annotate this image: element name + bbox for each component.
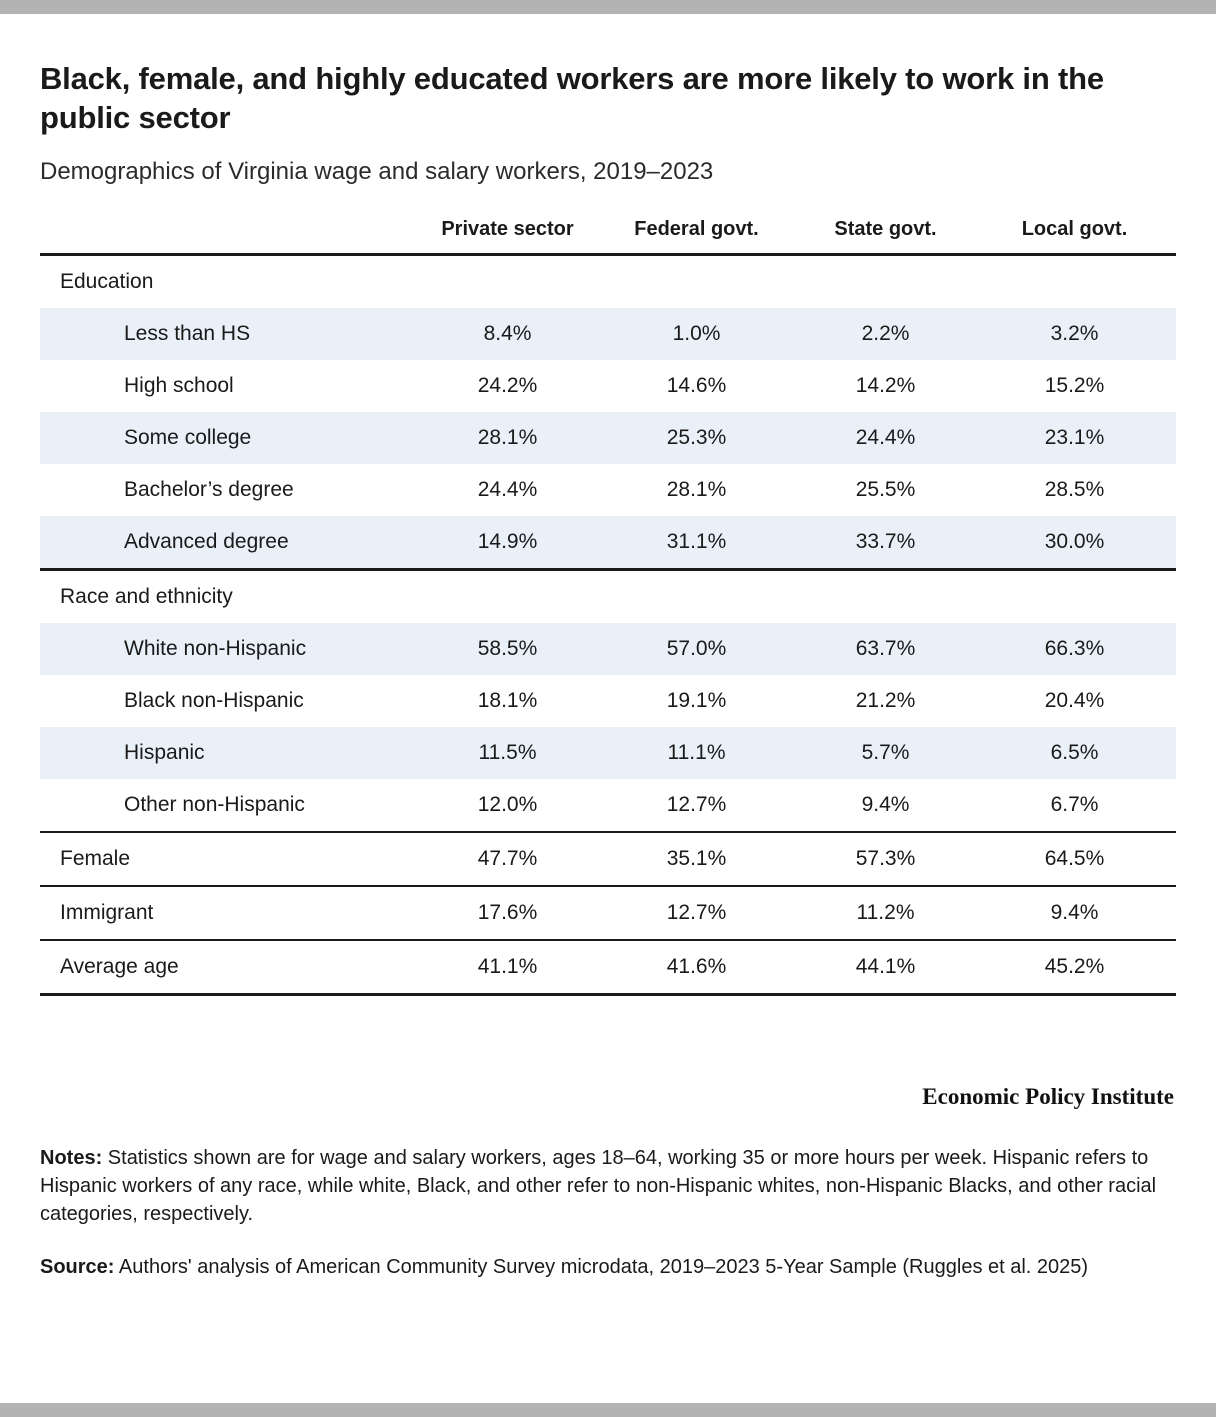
row-value: 23.1% <box>987 412 1176 464</box>
row-value: 12.7% <box>609 779 798 832</box>
epi-attribution: Economic Policy Institute <box>922 1083 1174 1109</box>
row-label: Other non-Hispanic <box>40 779 420 832</box>
row-value <box>987 569 1176 623</box>
row-value <box>609 569 798 623</box>
row-label: Advanced degree <box>40 516 420 570</box>
demographics-table <box>40 212 1176 996</box>
row-value: 24.2% <box>477 373 538 397</box>
row-value: 14.2% <box>855 373 916 397</box>
row-value: 28.1% <box>420 412 609 464</box>
chart-subtitle: Demographics of Virginia wage and salary workers, 2019–2023 <box>40 157 714 185</box>
table-row <box>40 727 1176 779</box>
row-value: 66.3% <box>987 623 1176 675</box>
row-label: High school <box>124 373 234 397</box>
source-block <box>40 1253 1160 1281</box>
column-header-private-sector: Private sector <box>420 212 609 255</box>
row-label: Less than HS <box>40 308 420 360</box>
row-value <box>420 254 609 308</box>
row-label: Female <box>40 832 420 886</box>
row-value: 24.4% <box>798 412 987 464</box>
source-label: Source: <box>40 1255 115 1278</box>
row-value: 28.1% <box>666 477 727 501</box>
row-value: 6.5% <box>987 727 1176 779</box>
column-header-state-govt: State govt. <box>798 212 987 255</box>
row-value: 31.1% <box>609 516 798 570</box>
row-value: 11.1% <box>609 727 798 779</box>
row-value: 14.6% <box>666 373 727 397</box>
notes-label: Notes: <box>40 1146 103 1169</box>
row-value: 8.4% <box>420 308 609 360</box>
row-label: Black non-Hispanic <box>124 688 304 712</box>
notes-text: Statistics shown are for wage and salary workers, ages 18–64, working 35 or more hours per week. Hispanic refers to Hispanic workers of any race, while white, Black, and other refer to non-Hispanic whites, non-Hispanic Blacks, and other racial categories, respectively. <box>40 1146 1157 1226</box>
row-label: Bachelor’s degree <box>124 477 294 501</box>
row-label: Average age <box>40 940 420 995</box>
row-value: 28.5% <box>1044 477 1105 501</box>
row-value: 19.1% <box>666 688 727 712</box>
column-header-0 <box>40 212 420 255</box>
row-label: Race and ethnicity <box>60 584 233 608</box>
row-value: 12.7% <box>609 886 798 940</box>
row-value: 2.2% <box>798 308 987 360</box>
row-value: 6.7% <box>987 779 1176 832</box>
row-value: 33.7% <box>798 516 987 570</box>
chart-card <box>0 14 1216 1403</box>
table-row <box>40 675 1176 727</box>
row-value: 58.5% <box>420 623 609 675</box>
row-value: 3.2% <box>987 308 1176 360</box>
row-value <box>987 254 1176 308</box>
table-row <box>40 254 1176 308</box>
table-row <box>40 464 1176 516</box>
row-value: 18.1% <box>477 688 538 712</box>
row-value: 30.0% <box>987 516 1176 570</box>
row-value: 35.1% <box>609 832 798 886</box>
row-value <box>609 254 798 308</box>
row-value: 25.3% <box>609 412 798 464</box>
row-value: 14.9% <box>420 516 609 570</box>
page-title: Black, female, and highly educated workers are more likely to work in the public sector <box>40 61 1104 135</box>
row-value: 5.7% <box>798 727 987 779</box>
chart-inner <box>0 14 1216 1281</box>
row-value <box>420 569 609 623</box>
table-row <box>40 779 1176 832</box>
row-value: 15.2% <box>1044 373 1105 397</box>
row-value: 11.5% <box>420 727 609 779</box>
table-row <box>40 886 1176 940</box>
table-row <box>40 360 1176 412</box>
row-value: 11.2% <box>798 886 987 940</box>
row-label: White non-Hispanic <box>40 623 420 675</box>
row-value: 64.5% <box>987 832 1176 886</box>
row-value: 1.0% <box>609 308 798 360</box>
row-value: 25.5% <box>855 477 916 501</box>
table-row <box>40 516 1176 570</box>
row-label: Hispanic <box>40 727 420 779</box>
table-row <box>40 412 1176 464</box>
table-row <box>40 569 1176 623</box>
row-value: 44.1% <box>798 940 987 995</box>
table-row <box>40 832 1176 886</box>
row-value: 47.7% <box>420 832 609 886</box>
row-value: 45.2% <box>987 940 1176 995</box>
row-value: 9.4% <box>987 886 1176 940</box>
column-header-local-govt: Local govt. <box>987 212 1176 255</box>
table-row <box>40 308 1176 360</box>
row-value: 24.4% <box>477 477 538 501</box>
row-value: 17.6% <box>420 886 609 940</box>
row-value: 57.0% <box>609 623 798 675</box>
notes-block <box>40 1144 1160 1229</box>
table-row <box>40 623 1176 675</box>
row-value: 21.2% <box>855 688 916 712</box>
row-value: 41.6% <box>609 940 798 995</box>
table-row <box>40 940 1176 995</box>
row-value: 9.4% <box>798 779 987 832</box>
row-value: 20.4% <box>1044 688 1105 712</box>
row-label: Immigrant <box>40 886 420 940</box>
row-value <box>798 254 987 308</box>
table-header-row <box>40 212 1176 255</box>
column-header-federal-govt: Federal govt. <box>609 212 798 255</box>
row-value: 57.3% <box>798 832 987 886</box>
table-body <box>40 254 1176 994</box>
row-label: Education <box>60 269 154 293</box>
row-value: 12.0% <box>420 779 609 832</box>
row-value: 41.1% <box>420 940 609 995</box>
row-label: Some college <box>40 412 420 464</box>
source-text: Authors' analysis of American Community Survey microdata, 2019–2023 5-Year Sample (Ruggles et al. 2025) <box>114 1255 1089 1278</box>
row-value <box>798 569 987 623</box>
row-value: 63.7% <box>798 623 987 675</box>
